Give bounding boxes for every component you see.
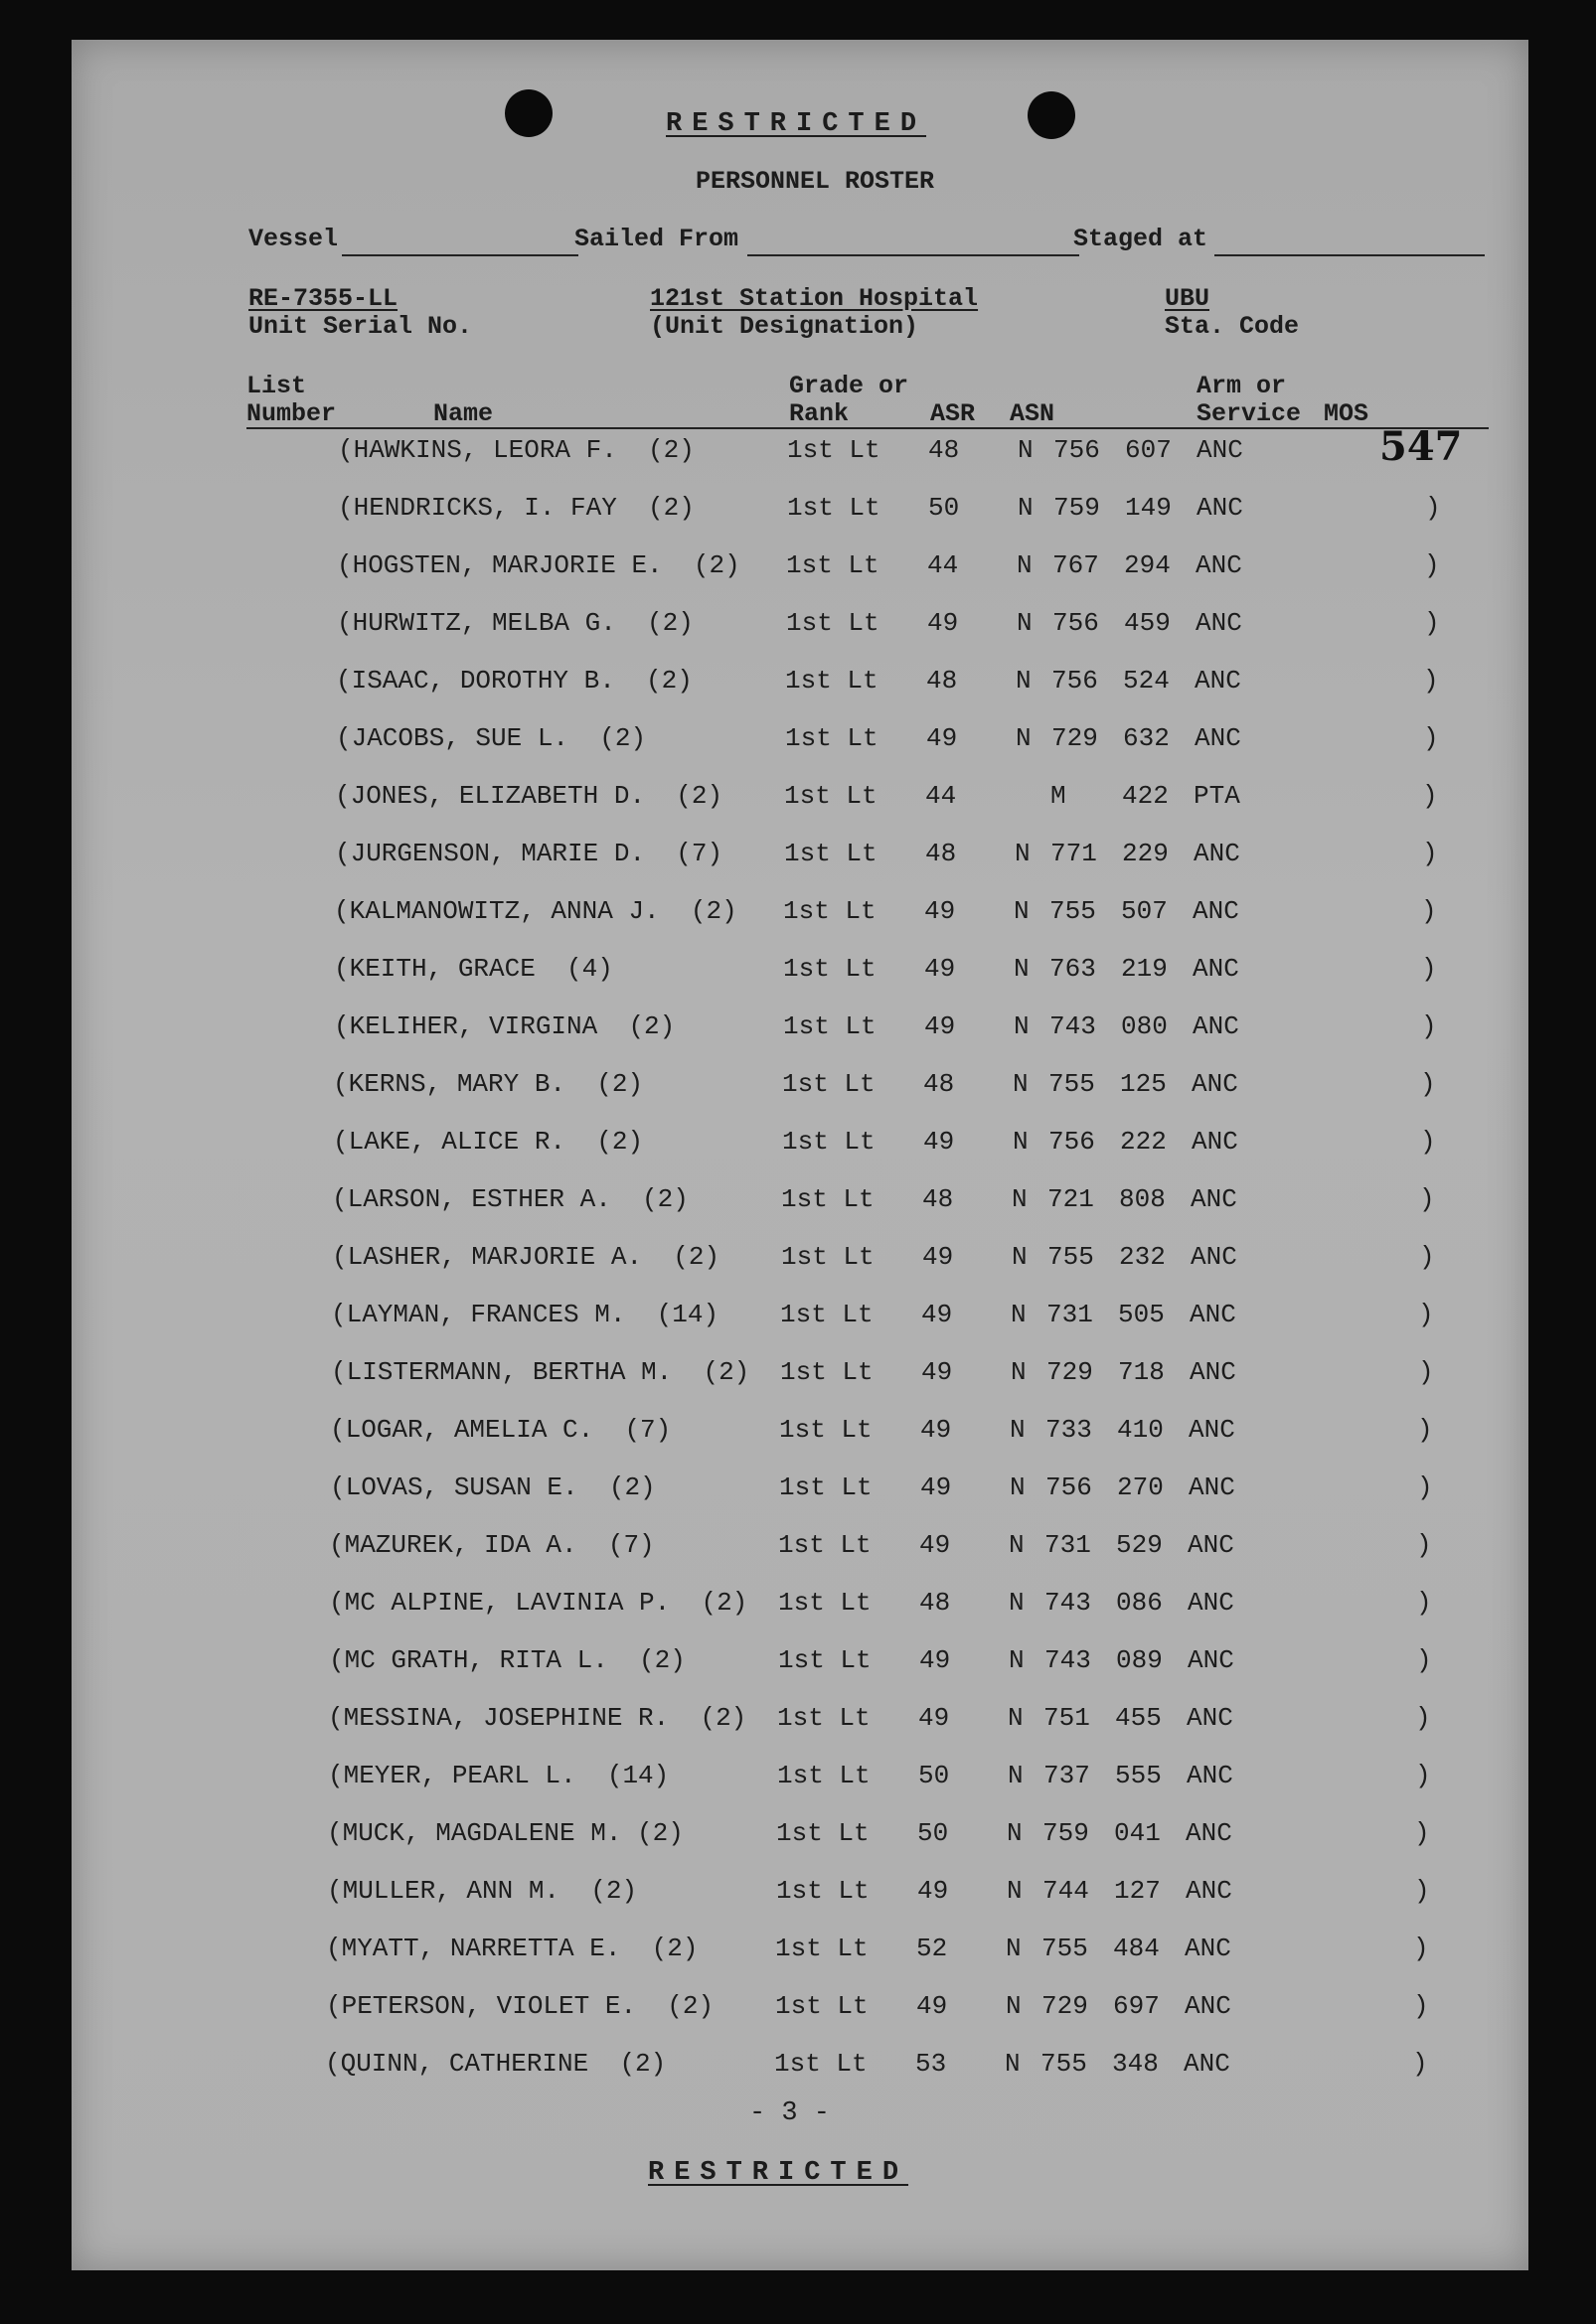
row-name: (KALMANOWITZ, ANNA J. (2) — [334, 896, 737, 926]
page-number: - 3 - — [749, 2098, 831, 2128]
row-name: (MAZUREK, IDA A. (7) — [329, 1530, 655, 1560]
row-asn-mid: 755 — [1049, 896, 1096, 926]
row-name: (HENDRICKS, I. FAY (2) — [338, 493, 695, 523]
row-asn-end: 607 — [1125, 435, 1172, 465]
row-asn-mid: 733 — [1045, 1415, 1092, 1445]
row-asn-prefix: N — [1016, 723, 1032, 753]
table-row — [72, 1117, 1528, 1174]
row-asn-prefix: N — [1015, 839, 1031, 868]
row-asn-prefix: N — [1017, 550, 1033, 580]
row-asn-mid: 755 — [1048, 1069, 1095, 1099]
row-asn-end: 222 — [1120, 1127, 1167, 1157]
row-asn-end: 294 — [1124, 550, 1171, 580]
classification-footer: RESTRICTED — [648, 2158, 909, 2188]
row-bracket: ) — [1413, 1934, 1429, 1963]
table-row — [72, 1751, 1528, 1808]
vessel-field — [342, 254, 578, 256]
row-asn-end: 808 — [1119, 1184, 1166, 1214]
row-asr: 49 — [924, 896, 956, 926]
row-asr: 49 — [918, 1703, 950, 1733]
row-grade: 1st Lt — [782, 1127, 876, 1157]
table-row — [72, 1232, 1528, 1290]
row-grade: 1st Lt — [778, 1645, 872, 1675]
row-asn-mid: 756 — [1053, 435, 1100, 465]
row-arm-service: ANC — [1197, 435, 1243, 465]
row-arm-service: ANC — [1187, 1761, 1233, 1790]
row-grade: 1st Lt — [779, 1415, 873, 1445]
row-arm-service: ANC — [1188, 1588, 1234, 1618]
col-arm-label: Arm or — [1197, 372, 1287, 400]
row-arm-service: ANC — [1190, 1357, 1236, 1387]
row-asn-end: 507 — [1121, 896, 1168, 926]
row-asn-end: 089 — [1116, 1645, 1163, 1675]
row-asn-mid: 731 — [1044, 1530, 1091, 1560]
row-grade: 1st Lt — [778, 1530, 872, 1560]
row-asn-mid: 737 — [1043, 1761, 1090, 1790]
row-grade: 1st Lt — [780, 1357, 874, 1387]
row-grade: 1st Lt — [783, 896, 877, 926]
vessel-label: Vessel — [248, 225, 339, 253]
row-name: (HURWITZ, MELBA G. (2) — [337, 608, 694, 638]
row-name: (JURGENSON, MARIE D. (7) — [335, 839, 723, 868]
row-name: (LAKE, ALICE R. (2) — [333, 1127, 644, 1157]
row-bracket: ) — [1416, 1645, 1432, 1675]
row-asn-mid: 759 — [1042, 1818, 1089, 1848]
row-grade: 1st Lt — [778, 1588, 872, 1618]
row-asr: 49 — [921, 1357, 953, 1387]
row-asr: 49 — [924, 954, 956, 984]
row-name: (KERNS, MARY B. (2) — [333, 1069, 644, 1099]
row-asn-mid: 756 — [1052, 608, 1099, 638]
row-arm-service: ANC — [1193, 954, 1239, 984]
punch-hole-right — [1028, 91, 1075, 139]
row-asn-end: 270 — [1117, 1472, 1164, 1502]
table-row — [72, 1520, 1528, 1578]
row-asn-end: 149 — [1125, 493, 1172, 523]
sailed-from-label: Sailed From — [574, 225, 739, 253]
table-row — [72, 713, 1528, 771]
row-asn-prefix: N — [1013, 1069, 1029, 1099]
row-asn-prefix: N — [1010, 1472, 1026, 1502]
row-asn-mid: 743 — [1049, 1011, 1096, 1041]
row-arm-service: ANC — [1186, 1818, 1232, 1848]
row-arm-service: ANC — [1196, 550, 1242, 580]
row-asn-mid: 721 — [1047, 1184, 1094, 1214]
col-rank-label: Rank — [789, 399, 850, 428]
table-row — [72, 1002, 1528, 1059]
row-asn-prefix: N — [1018, 435, 1034, 465]
col-service-label: Service — [1197, 399, 1302, 428]
row-arm-service: ANC — [1189, 1472, 1235, 1502]
row-bracket: ) — [1421, 1011, 1437, 1041]
table-row — [72, 2039, 1528, 2096]
row-asn-end: 718 — [1118, 1357, 1165, 1387]
row-asn-prefix: N — [1010, 1415, 1026, 1445]
row-grade: 1st Lt — [775, 1991, 869, 2021]
row-asn-mid: 763 — [1049, 954, 1096, 984]
row-bracket: ) — [1418, 1300, 1434, 1329]
row-arm-service: ANC — [1194, 839, 1240, 868]
row-grade: 1st Lt — [780, 1300, 874, 1329]
row-asn-end: 529 — [1116, 1530, 1163, 1560]
row-bracket: ) — [1419, 1242, 1435, 1272]
row-bracket: ) — [1424, 608, 1440, 638]
row-grade: 1st Lt — [776, 1876, 870, 1906]
table-row — [72, 1347, 1528, 1405]
row-name: (ISAAC, DOROTHY B. (2) — [336, 666, 693, 696]
row-asn-mid: 755 — [1040, 2049, 1087, 2079]
unit-serial-label: Unit Serial No. — [248, 312, 473, 341]
row-asr: 49 — [916, 1991, 948, 2021]
row-name: (MULLER, ANN M. (2) — [327, 1876, 638, 1906]
row-asn-end: 422 — [1122, 781, 1169, 811]
row-asr: 50 — [928, 493, 960, 523]
table-row — [72, 1059, 1528, 1117]
row-bracket: ) — [1414, 1818, 1430, 1848]
row-arm-service: ANC — [1185, 1934, 1231, 1963]
col-list-label: List — [246, 372, 307, 400]
row-asn-mid: 729 — [1041, 1991, 1088, 2021]
row-asn-end: 697 — [1113, 1991, 1160, 2021]
table-row — [72, 1578, 1528, 1635]
row-bracket: ) — [1423, 723, 1439, 753]
row-asn-end: 555 — [1115, 1761, 1162, 1790]
table-row — [72, 1635, 1528, 1693]
row-asr: 49 — [922, 1242, 954, 1272]
row-asr: 44 — [925, 781, 957, 811]
row-name: (LISTERMANN, BERTHA M. (2) — [331, 1357, 750, 1387]
row-asn-mid: 767 — [1052, 550, 1099, 580]
table-row — [72, 1981, 1528, 2039]
row-grade: 1st Lt — [787, 435, 880, 465]
row-name: (MUCK, MAGDALENE M. (2) — [327, 1818, 684, 1848]
col-grade-label: Grade or — [789, 372, 909, 400]
row-bracket: ) — [1416, 1530, 1432, 1560]
row-arm-service: ANC — [1191, 1242, 1237, 1272]
row-asn-prefix: N — [1014, 954, 1030, 984]
row-arm-service: ANC — [1196, 608, 1242, 638]
row-arm-service: ANC — [1193, 1011, 1239, 1041]
row-asn-end: 041 — [1114, 1818, 1161, 1848]
row-arm-service: ANC — [1192, 1127, 1238, 1157]
row-bracket: ) — [1416, 1588, 1432, 1618]
row-name: (QUINN, CATHERINE (2) — [325, 2049, 667, 2079]
row-asn-end: 505 — [1118, 1300, 1165, 1329]
table-row — [72, 1866, 1528, 1924]
row-grade: 1st Lt — [777, 1761, 871, 1790]
row-bracket: ) — [1417, 1415, 1433, 1445]
row-asn-prefix: N — [1014, 1011, 1030, 1041]
row-arm-service: ANC — [1195, 723, 1241, 753]
row-arm-service: ANC — [1186, 1876, 1232, 1906]
table-row — [72, 771, 1528, 829]
row-asn-end: 086 — [1116, 1588, 1163, 1618]
row-arm-service: ANC — [1191, 1184, 1237, 1214]
row-arm-service: ANC — [1185, 1991, 1231, 2021]
handwritten-page-number: 547 — [1379, 423, 1463, 470]
row-name: (MEYER, PEARL L. (14) — [328, 1761, 670, 1790]
row-asn-prefix: N — [1011, 1300, 1027, 1329]
row-grade: 1st Lt — [787, 493, 880, 523]
row-grade: 1st Lt — [776, 1818, 870, 1848]
row-bracket: ) — [1415, 1703, 1431, 1733]
row-asr: 49 — [919, 1645, 951, 1675]
row-bracket: ) — [1423, 666, 1439, 696]
row-asn-prefix: N — [1013, 1127, 1029, 1157]
row-name: (MESSINA, JOSEPHINE R. (2) — [328, 1703, 747, 1733]
row-asr: 49 — [920, 1472, 952, 1502]
row-asn-end: 127 — [1114, 1876, 1161, 1906]
row-asn-prefix: N — [1007, 1876, 1023, 1906]
classification-header: RESTRICTED — [666, 109, 927, 139]
table-row — [72, 1924, 1528, 1981]
table-row — [72, 1174, 1528, 1232]
row-grade: 1st Lt — [784, 839, 878, 868]
row-bracket: ) — [1414, 1876, 1430, 1906]
row-bracket: ) — [1422, 839, 1438, 868]
row-asn-end: 080 — [1121, 1011, 1168, 1041]
row-name: (KEITH, GRACE (4) — [334, 954, 613, 984]
row-arm-service: ANC — [1192, 1069, 1238, 1099]
row-grade: 1st Lt — [781, 1242, 875, 1272]
row-name: (LOGAR, AMELIA C. (7) — [330, 1415, 672, 1445]
row-asr: 53 — [915, 2049, 947, 2079]
row-asn-end: 455 — [1115, 1703, 1162, 1733]
col-asr-label: ASR — [930, 399, 976, 428]
row-asn-mid: 744 — [1042, 1876, 1089, 1906]
row-asn-end: 229 — [1122, 839, 1169, 868]
punch-hole-left — [505, 89, 553, 137]
row-asn-prefix: N — [1018, 493, 1034, 523]
row-asn-prefix: N — [1009, 1530, 1025, 1560]
table-row — [72, 1808, 1528, 1866]
row-bracket: ) — [1425, 493, 1441, 523]
table-row — [72, 1405, 1528, 1463]
row-asn-mid: 743 — [1044, 1645, 1091, 1675]
table-row — [72, 483, 1528, 541]
row-name: (HAWKINS, LEORA F. (2) — [338, 435, 695, 465]
row-asr: 49 — [917, 1876, 949, 1906]
row-asr: 50 — [918, 1761, 950, 1790]
row-asn-end: 125 — [1120, 1069, 1167, 1099]
row-name: (MYATT, NARRETTA E. (2) — [326, 1934, 699, 1963]
row-grade: 1st Lt — [784, 781, 878, 811]
row-asn-end: 410 — [1117, 1415, 1164, 1445]
row-grade: 1st Lt — [786, 550, 879, 580]
row-asn-mid: 729 — [1046, 1357, 1093, 1387]
row-bracket: ) — [1412, 2049, 1428, 2079]
row-grade: 1st Lt — [785, 666, 878, 696]
row-arm-service: ANC — [1188, 1530, 1234, 1560]
row-asn-mid: M — [1050, 781, 1066, 811]
row-asr: 49 — [920, 1415, 952, 1445]
row-asr: 48 — [928, 435, 960, 465]
unit-designation-label: (Unit Designation) — [650, 312, 919, 341]
row-asn-prefix: N — [1012, 1184, 1028, 1214]
row-asn-prefix: N — [1017, 608, 1033, 638]
row-asr: 49 — [924, 1011, 956, 1041]
col-mos-label: MOS — [1324, 399, 1369, 428]
row-name: (LARSON, ESTHER A. (2) — [332, 1184, 689, 1214]
row-arm-service: ANC — [1193, 896, 1239, 926]
row-asn-mid: 755 — [1047, 1242, 1094, 1272]
row-grade: 1st Lt — [785, 723, 878, 753]
row-asn-mid: 731 — [1046, 1300, 1093, 1329]
row-asr: 49 — [919, 1530, 951, 1560]
table-row — [72, 425, 1528, 483]
row-grade: 1st Lt — [774, 2049, 868, 2079]
row-grade: 1st Lt — [786, 608, 879, 638]
roster-title: PERSONNEL ROSTER — [696, 167, 935, 196]
row-bracket: ) — [1417, 1472, 1433, 1502]
row-bracket: ) — [1421, 896, 1437, 926]
row-asn-prefix: N — [1008, 1761, 1024, 1790]
row-asn-mid: 743 — [1044, 1588, 1091, 1618]
row-asn-mid: 751 — [1043, 1703, 1090, 1733]
row-asr: 50 — [917, 1818, 949, 1848]
row-name: (JONES, ELIZABETH D. (2) — [335, 781, 723, 811]
table-row — [72, 541, 1528, 598]
row-bracket: ) — [1418, 1357, 1434, 1387]
row-arm-service: ANC — [1184, 2049, 1230, 2079]
table-row — [72, 656, 1528, 713]
sta-code-label: Sta. Code — [1165, 312, 1300, 341]
row-bracket: ) — [1413, 1991, 1429, 2021]
row-asr: 48 — [919, 1588, 951, 1618]
table-row — [72, 1290, 1528, 1347]
row-asr: 49 — [921, 1300, 953, 1329]
row-asn-prefix: N — [1006, 1991, 1022, 2021]
row-asn-prefix: N — [1006, 1934, 1022, 1963]
row-grade: 1st Lt — [783, 1011, 877, 1041]
row-asn-prefix: N — [1009, 1645, 1025, 1675]
row-asr: 49 — [927, 608, 959, 638]
row-asn-prefix: N — [1014, 896, 1030, 926]
row-name: (HOGSTEN, MARJORIE E. (2) — [337, 550, 740, 580]
row-name: (MC GRATH, RITA L. (2) — [329, 1645, 686, 1675]
row-asr: 52 — [916, 1934, 948, 1963]
sta-code-value: UBU — [1165, 284, 1210, 313]
row-grade: 1st Lt — [782, 1069, 876, 1099]
table-row — [72, 886, 1528, 944]
row-arm-service: ANC — [1195, 666, 1241, 696]
row-arm-service: ANC — [1189, 1415, 1235, 1445]
row-asn-prefix: N — [1012, 1242, 1028, 1272]
row-name: (LASHER, MARJORIE A. (2) — [332, 1242, 720, 1272]
col-asn-label: ASN — [1010, 399, 1055, 428]
row-arm-service: ANC — [1190, 1300, 1236, 1329]
row-asn-mid: 759 — [1053, 493, 1100, 523]
table-row — [72, 598, 1528, 656]
row-arm-service: PTA — [1194, 781, 1240, 811]
row-asn-prefix: N — [1011, 1357, 1027, 1387]
row-asr: 48 — [922, 1184, 954, 1214]
row-asn-mid: 756 — [1051, 666, 1098, 696]
row-grade: 1st Lt — [783, 954, 877, 984]
row-asr: 49 — [926, 723, 958, 753]
row-asr: 44 — [927, 550, 959, 580]
row-asn-mid: 729 — [1051, 723, 1098, 753]
row-asn-end: 524 — [1123, 666, 1170, 696]
table-row — [72, 944, 1528, 1002]
row-asn-prefix: N — [1008, 1703, 1024, 1733]
sailed-from-field — [747, 254, 1079, 256]
row-asr: 49 — [923, 1127, 955, 1157]
row-name: (KELIHER, VIRGINA (2) — [334, 1011, 676, 1041]
row-asn-prefix: N — [1005, 2049, 1021, 2079]
row-name: (MC ALPINE, LAVINIA P. (2) — [329, 1588, 748, 1618]
table-row — [72, 1463, 1528, 1520]
row-grade: 1st Lt — [777, 1703, 871, 1733]
row-asr: 48 — [923, 1069, 955, 1099]
row-bracket: ) — [1420, 1127, 1436, 1157]
staged-at-field — [1214, 254, 1485, 256]
row-arm-service: ANC — [1188, 1645, 1234, 1675]
row-asn-end: 459 — [1124, 608, 1171, 638]
row-grade: 1st Lt — [779, 1472, 873, 1502]
row-asn-mid: 756 — [1048, 1127, 1095, 1157]
row-asn-end: 219 — [1121, 954, 1168, 984]
row-asn-end: 348 — [1112, 2049, 1159, 2079]
row-asr: 48 — [925, 839, 957, 868]
unit-designation-value: 121st Station Hospital — [650, 284, 979, 313]
col-number-label: Number — [246, 399, 337, 428]
row-asn-end: 232 — [1119, 1242, 1166, 1272]
row-grade: 1st Lt — [781, 1184, 875, 1214]
row-arm-service: ANC — [1197, 493, 1243, 523]
row-asn-mid: 755 — [1041, 1934, 1088, 1963]
row-bracket: ) — [1415, 1761, 1431, 1790]
table-row — [72, 1693, 1528, 1751]
row-bracket: ) — [1422, 781, 1438, 811]
col-name-label: Name — [433, 399, 494, 428]
row-name: (LOVAS, SUSAN E. (2) — [330, 1472, 656, 1502]
row-name: (PETERSON, VIOLET E. (2) — [326, 1991, 715, 2021]
row-asr: 48 — [926, 666, 958, 696]
row-bracket: ) — [1421, 954, 1437, 984]
row-arm-service: ANC — [1187, 1703, 1233, 1733]
row-asn-prefix: N — [1016, 666, 1032, 696]
table-row — [72, 829, 1528, 886]
row-asn-prefix: N — [1007, 1818, 1023, 1848]
row-asn-mid: 756 — [1045, 1472, 1092, 1502]
unit-serial-value: RE-7355-LL — [248, 284, 399, 313]
row-bracket: ) — [1424, 550, 1440, 580]
row-name: (JACOBS, SUE L. (2) — [336, 723, 647, 753]
row-asn-prefix: N — [1009, 1588, 1025, 1618]
row-name: (LAYMAN, FRANCES M. (14) — [331, 1300, 719, 1329]
roster-page — [72, 40, 1528, 2270]
staged-at-label: Staged at — [1073, 225, 1208, 253]
row-asn-end: 632 — [1123, 723, 1170, 753]
row-asn-end: 484 — [1113, 1934, 1160, 1963]
row-bracket: ) — [1420, 1069, 1436, 1099]
row-grade: 1st Lt — [775, 1934, 869, 1963]
row-bracket: ) — [1419, 1184, 1435, 1214]
row-asn-mid: 771 — [1050, 839, 1097, 868]
